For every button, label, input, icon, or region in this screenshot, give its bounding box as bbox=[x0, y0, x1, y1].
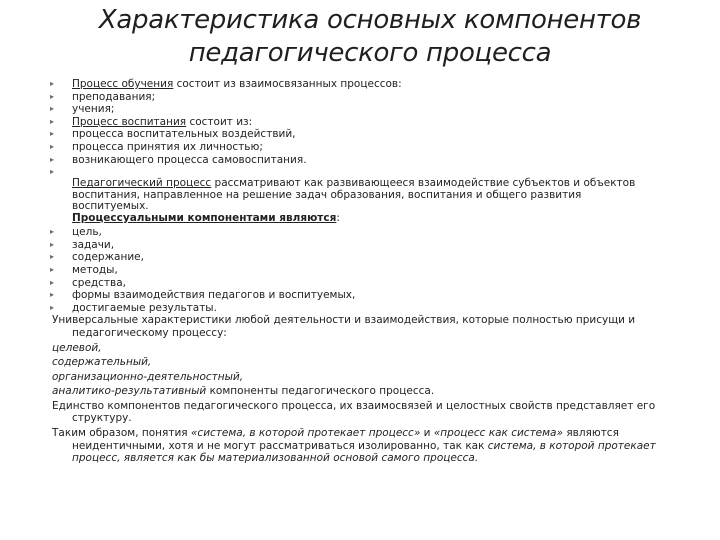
list-item-text: состоит из взаимосвязанных процессов: bbox=[173, 78, 402, 90]
bullet-arrow-icon: ▸ bbox=[50, 264, 55, 274]
term-learning-process: Процесс обучения bbox=[72, 78, 174, 90]
list-item-text: процесса принятия их личностью; bbox=[72, 140, 263, 153]
bullet-arrow-icon: ▸ bbox=[50, 227, 55, 237]
list-item bbox=[0, 78, 720, 91]
paragraph-procedural-components bbox=[0, 213, 720, 225]
paragraph-pedagogical-process bbox=[0, 178, 720, 213]
slide-content bbox=[0, 78, 720, 465]
bullet-arrow-icon: ▸ bbox=[50, 252, 55, 262]
list-item bbox=[0, 154, 720, 167]
term-procedural-components: Процессуальными компонентами являются bbox=[72, 211, 337, 224]
list-item-text: состоит из: bbox=[186, 115, 253, 128]
list-item bbox=[0, 103, 720, 116]
slide-title bbox=[80, 4, 660, 70]
paragraph-text: Универсальные характеристики любой деятельности и взаимодействия, которые полностью присущи и педагогическому процессу: bbox=[52, 314, 636, 339]
list-item bbox=[0, 302, 720, 315]
list-item-text: учения; bbox=[72, 103, 115, 116]
bullet-arrow-icon: ▸ bbox=[50, 154, 55, 164]
paragraph-text: являются неидентичными, хотя и не могут рассматриваться изолированно, так как bbox=[72, 427, 619, 452]
list-item bbox=[0, 289, 720, 302]
list-item-text: содержание, bbox=[72, 251, 144, 264]
title-line-2: педагогического процесса bbox=[188, 38, 552, 68]
term-pedagogical-process: Педагогический процесс bbox=[72, 177, 212, 190]
title-line-1: Характеристика основных компонентов bbox=[98, 5, 642, 35]
list-item bbox=[0, 226, 720, 239]
list-line-italic: аналитико-результативный bbox=[52, 385, 207, 398]
bullet-arrow-icon: ▸ bbox=[50, 116, 55, 126]
list-line-text: компоненты педагогического процесса. bbox=[206, 385, 435, 398]
paragraph-text: и bbox=[420, 427, 434, 440]
list-item-text: задачи, bbox=[72, 238, 115, 251]
list-item bbox=[0, 91, 720, 104]
bullet-arrow-icon: ▸ bbox=[50, 104, 55, 114]
paragraph-text: Единство компонентов педагогического процесса, их взаимосвязей и целостных свойств представляет его структуру. bbox=[52, 399, 656, 425]
list-item-text: процесса воспитательных воздействий, bbox=[72, 128, 296, 141]
list-item-text: цель, bbox=[72, 226, 102, 239]
list-item-text: достигаемые результаты. bbox=[72, 301, 217, 314]
bullet-arrow-icon: ▸ bbox=[50, 277, 55, 287]
list-item-text: возникающего процесса самовоспитания. bbox=[72, 153, 307, 166]
bullet-arrow-icon: ▸ bbox=[50, 290, 55, 300]
bullet-arrow-icon: ▸ bbox=[50, 167, 55, 177]
list-line-text: целевой, bbox=[52, 341, 102, 354]
bullet-arrow-icon: ▸ bbox=[50, 302, 55, 312]
list-item bbox=[0, 264, 720, 277]
paragraph-unity bbox=[0, 400, 720, 425]
paragraph-universal bbox=[0, 314, 720, 339]
list-line bbox=[0, 385, 720, 398]
list-item-text: преподавания; bbox=[72, 90, 156, 103]
bullet-arrow-icon: ▸ bbox=[50, 79, 55, 88]
paragraph-text: рассматривают как развивающееся взаимодействие субъектов и объектов воспитания, направленное на решение задач образования, воспитания и общего развития воспитуемых. bbox=[72, 177, 636, 213]
paragraph-text: : bbox=[336, 211, 340, 224]
list-item-text: средства, bbox=[72, 276, 127, 289]
list-item bbox=[0, 251, 720, 264]
conclusion-italic: система, в которой протекает процесс, является как бы материализованной основой самого процесса. bbox=[72, 439, 656, 465]
bullet-arrow-icon: ▸ bbox=[50, 91, 55, 101]
list-line bbox=[0, 356, 720, 369]
list-line-text: организационно-деятельностный, bbox=[52, 370, 244, 383]
bullet-arrow-icon: ▸ bbox=[50, 239, 55, 249]
list-line-text: содержательный, bbox=[52, 356, 152, 369]
bullet-arrow-icon: ▸ bbox=[50, 141, 55, 151]
quote-process: «процесс как система» bbox=[433, 427, 563, 440]
list-item-text: методы, bbox=[72, 263, 118, 276]
list-line bbox=[0, 342, 720, 355]
list-item bbox=[0, 141, 720, 154]
list-item bbox=[0, 239, 720, 252]
quote-system: «система, в которой протекает процесс» bbox=[190, 427, 421, 440]
list-line bbox=[0, 371, 720, 384]
paragraph-text: Таким образом, понятия bbox=[52, 427, 191, 440]
list-item bbox=[0, 128, 720, 141]
list-item-text: формы взаимодействия педагогов и воспитуемых, bbox=[72, 289, 356, 302]
bullet-arrow-icon: ▸ bbox=[50, 129, 55, 139]
list-item bbox=[0, 116, 720, 129]
list-item bbox=[0, 277, 720, 290]
term-upbringing-process: Процесс воспитания bbox=[72, 115, 187, 128]
paragraph-conclusion bbox=[0, 427, 720, 465]
